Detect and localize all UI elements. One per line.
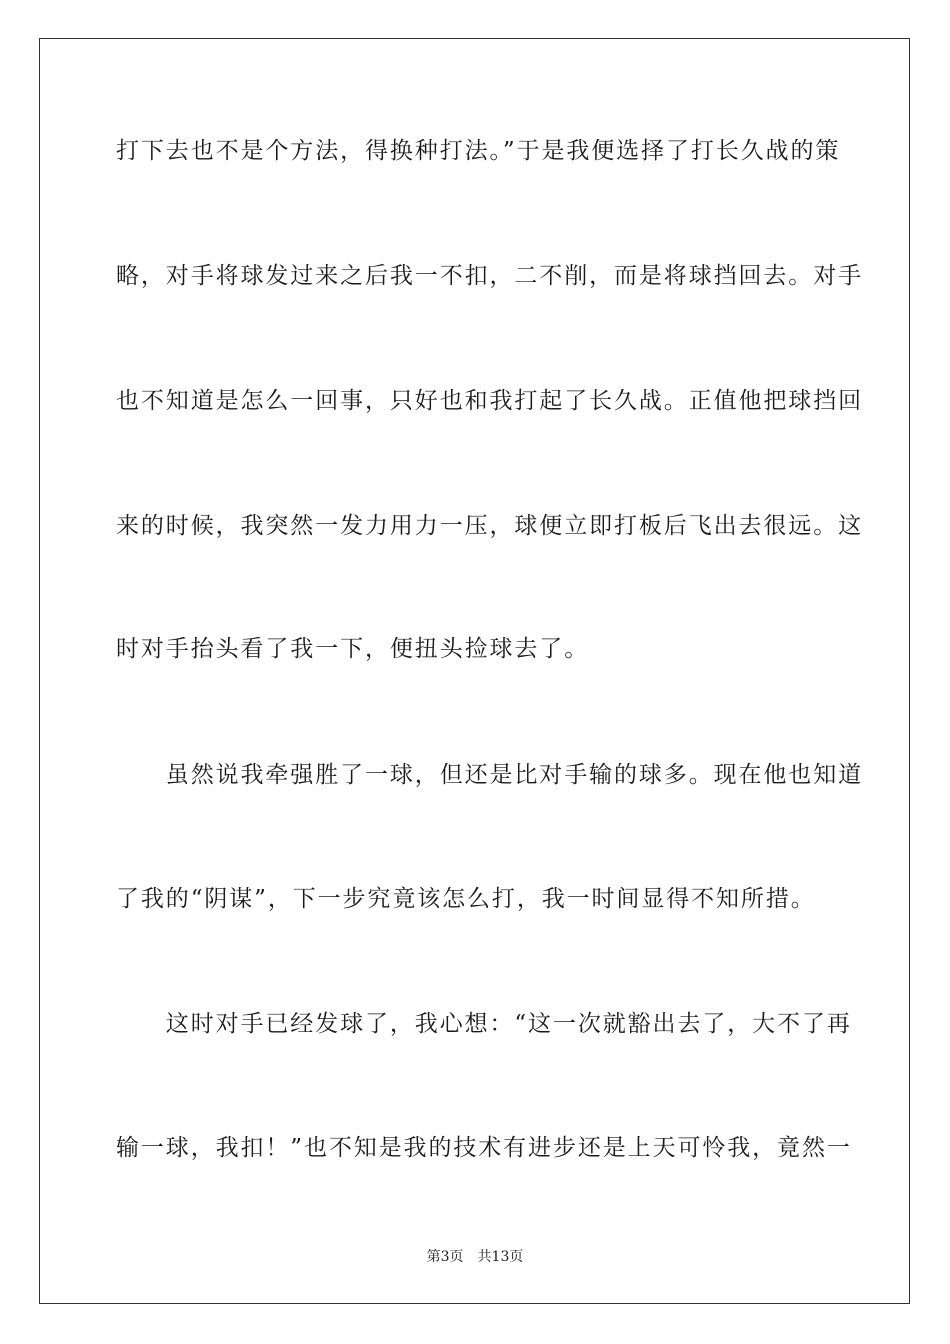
page-number: 第3页 <box>426 1249 464 1265</box>
body-text-line: 时对手抬头看了我一下，便扭头捡球去了。 <box>116 636 590 662</box>
body-text-line: 打下去也不是个方法，得换种打法。”于是我便选择了打长久战的策 <box>116 138 841 164</box>
body-text-line: 这时对手已经发球了，我心想：“这一次就豁出去了，大不了再 <box>116 1011 852 1037</box>
body-text-line: 了我的“阴谋”，下一步究竟该怎么打，我一时间显得不知所措。 <box>116 886 816 912</box>
page-total: 共13页 <box>477 1249 524 1265</box>
body-text-line: 来的时候，我突然一发力用力一压，球便立即打板后飞出去很远。这 <box>116 513 863 539</box>
body-text-line: 略，对手将球发过来之后我一不扣，二不削，而是将球挡回去。对手 <box>116 263 863 289</box>
body-text-line: 也不知道是怎么一回事，只好也和我打起了长久战。正值他把球挡回 <box>116 388 863 414</box>
page-border <box>39 38 910 1304</box>
body-text-line: 输一球，我扣！”也不知是我的技术有进步还是上天可怜我，竟然一 <box>116 1135 852 1161</box>
page-footer <box>0 1248 950 1266</box>
body-text-line: 虽然说我牵强胜了一球，但还是比对手输的球多。现在他也知道 <box>116 762 863 788</box>
